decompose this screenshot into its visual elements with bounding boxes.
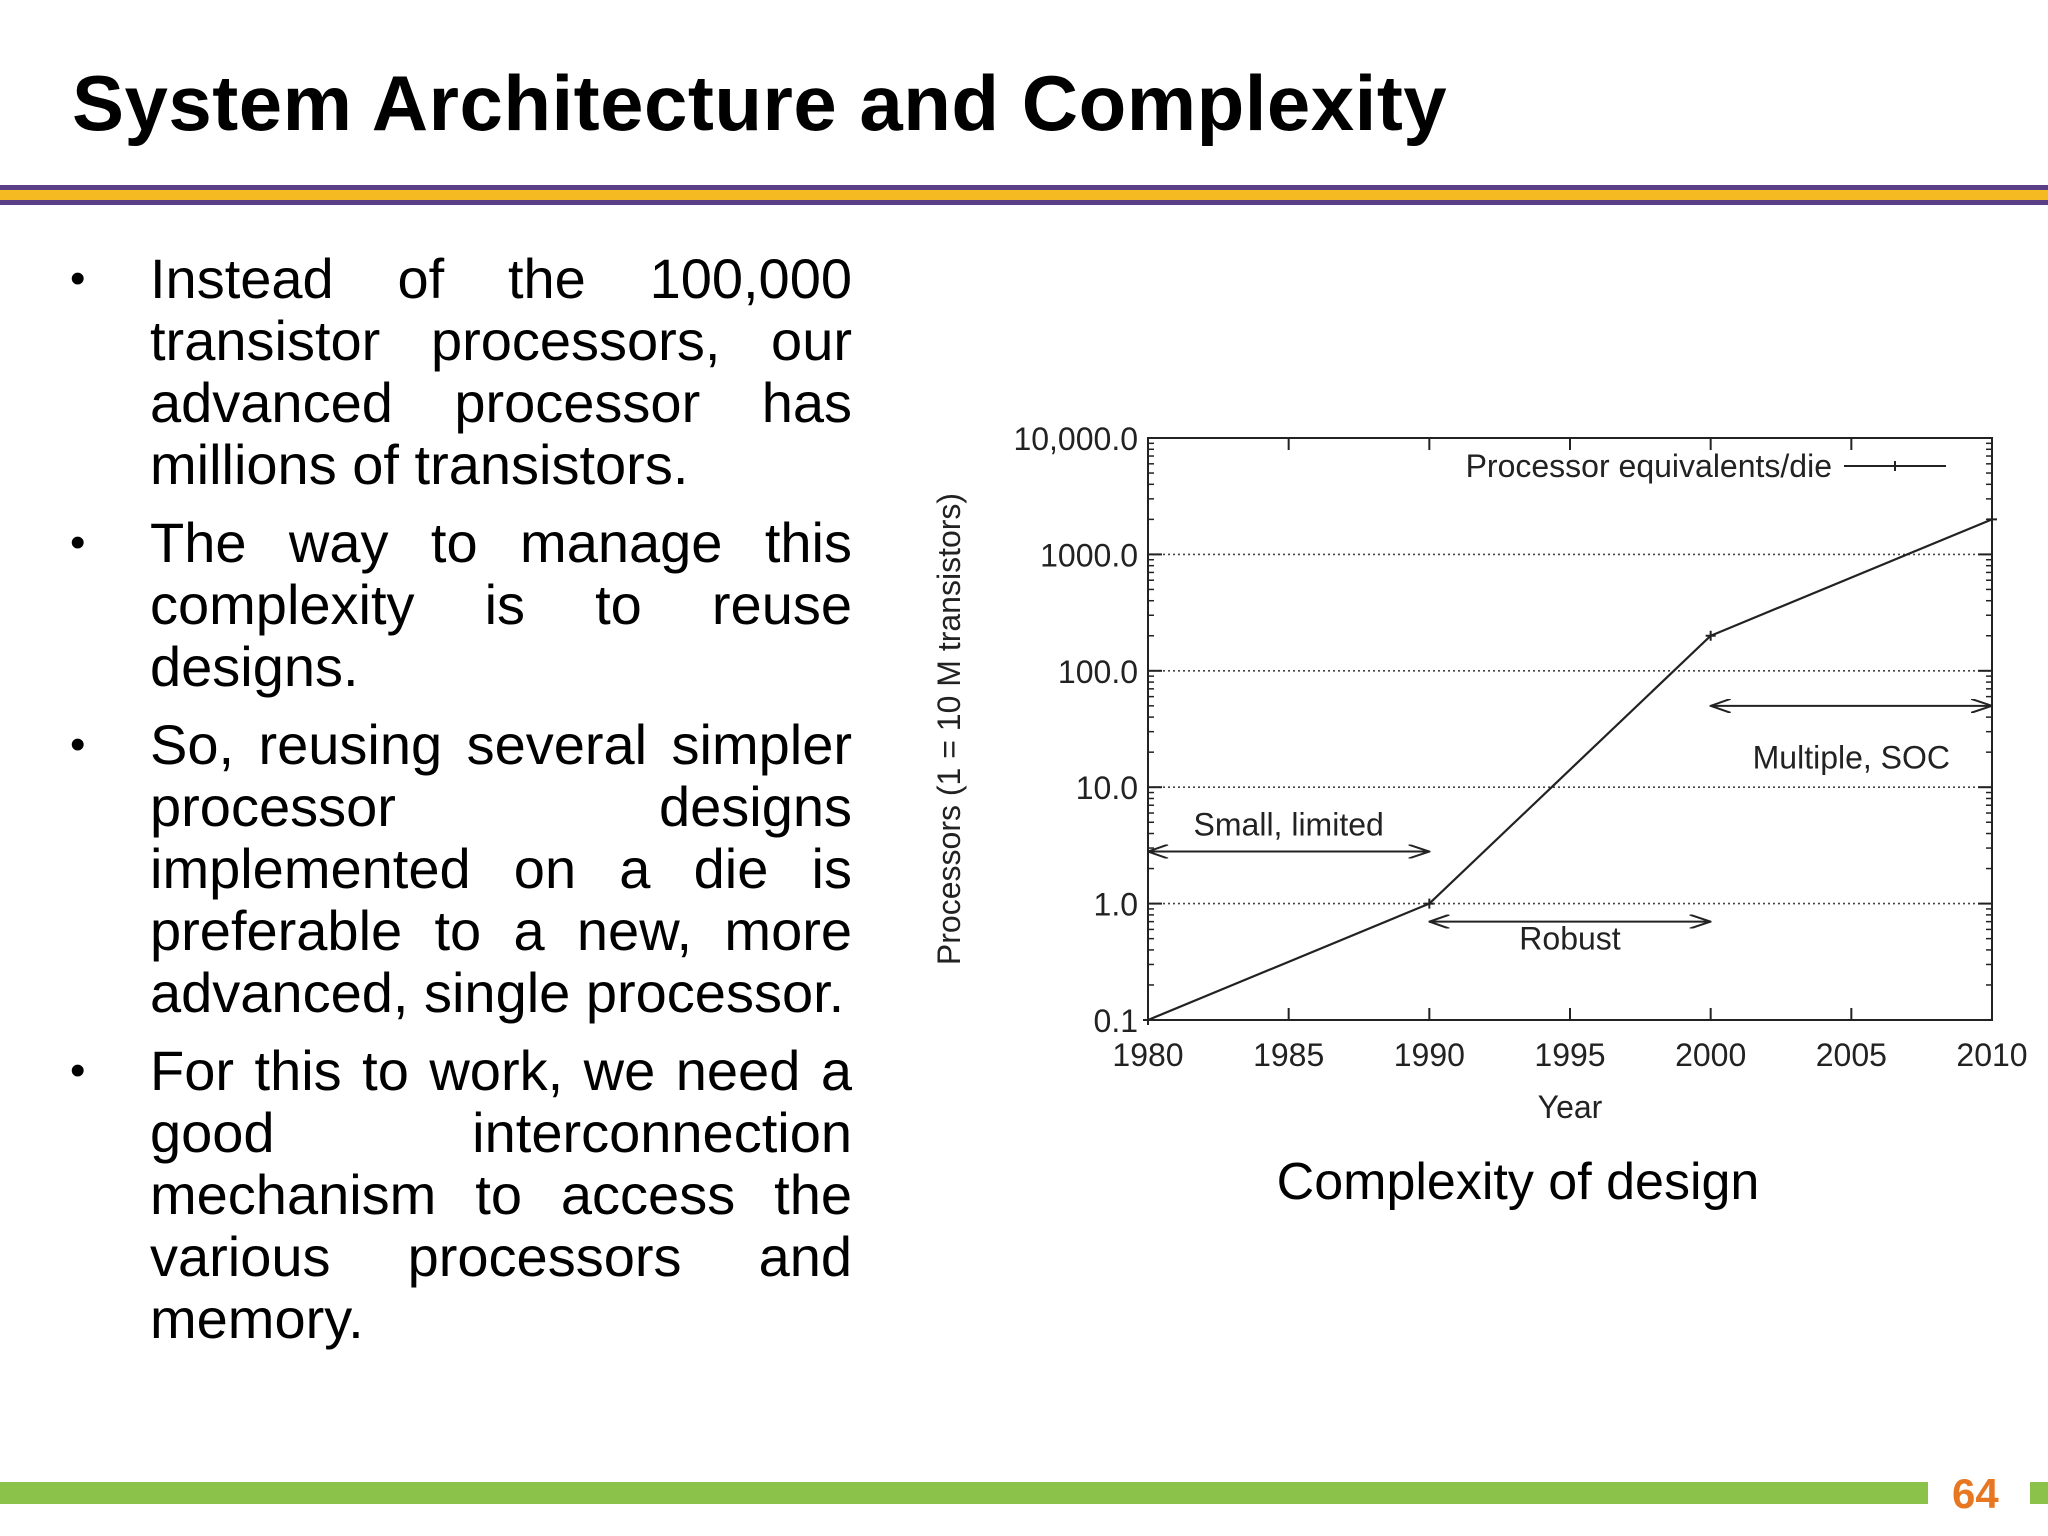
annotation-label: Small, limited	[1193, 806, 1384, 843]
y-tick-label: 1.0	[1093, 886, 1138, 923]
legend-label: Processor equivalents/die	[1465, 448, 1832, 484]
figure-caption: Complexity of design	[1276, 1153, 1760, 1211]
title-divider	[0, 185, 2048, 205]
complexity-chart	[900, 400, 2048, 1240]
y-tick-label: 1000.0	[1040, 537, 1138, 574]
chart-svg	[900, 400, 2048, 1240]
x-tick-label: 2000	[1675, 1037, 1747, 1073]
bullet-item	[68, 512, 852, 698]
bullet-text: So, reusing several simpler processor designs implemented on a die is preferable to a new, more advanced, single processor.	[150, 713, 852, 1024]
annotation-label: Robust	[1519, 920, 1621, 957]
bullet-text: For this to work, we need a good interconnection mechanism to access the various processors and memory.	[150, 1039, 852, 1350]
bullet-list	[68, 248, 852, 1366]
footer-bar	[0, 1482, 1928, 1504]
footer-bar-end	[2030, 1482, 2048, 1504]
data-point	[1143, 1015, 1153, 1025]
bullet-item	[68, 714, 852, 1024]
x-tick-label: 1985	[1253, 1037, 1325, 1073]
slide-title: System Architecture and Complexity	[72, 59, 1448, 147]
bullet-text: The way to manage this complexity is to reuse designs.	[150, 511, 852, 698]
annotation-label: Multiple, SOC	[1752, 739, 1951, 776]
bullet-item	[68, 1040, 852, 1350]
y-tick-label: 0.1	[1093, 1003, 1138, 1039]
y-tick-label: 10,000.0	[1013, 421, 1138, 457]
y-axis-label: Processors (1 = 10 M transistors)	[931, 492, 967, 966]
y-tick-label: 10.0	[1075, 770, 1138, 807]
x-tick-label: 1990	[1393, 1037, 1465, 1073]
data-point	[1987, 514, 1997, 524]
bullet-marker: •	[70, 1046, 86, 1095]
bullet-marker: •	[70, 720, 86, 769]
x-tick-label: 2010	[1956, 1037, 2028, 1073]
bullet-item	[68, 248, 852, 496]
x-tick-label: 2005	[1815, 1037, 1887, 1073]
bullet-marker: •	[70, 518, 86, 567]
bullet-marker: •	[70, 254, 86, 303]
x-tick-label: 1995	[1534, 1037, 1606, 1073]
x-axis-label: Year	[1537, 1089, 1603, 1125]
bullet-text: Instead of the 100,000 transistor processors, our advanced processor has millions of transistors.	[150, 247, 852, 496]
y-tick-label: 100.0	[1057, 653, 1138, 690]
x-tick-label: 1980	[1112, 1037, 1184, 1073]
page-number: 64	[1952, 1470, 1999, 1517]
